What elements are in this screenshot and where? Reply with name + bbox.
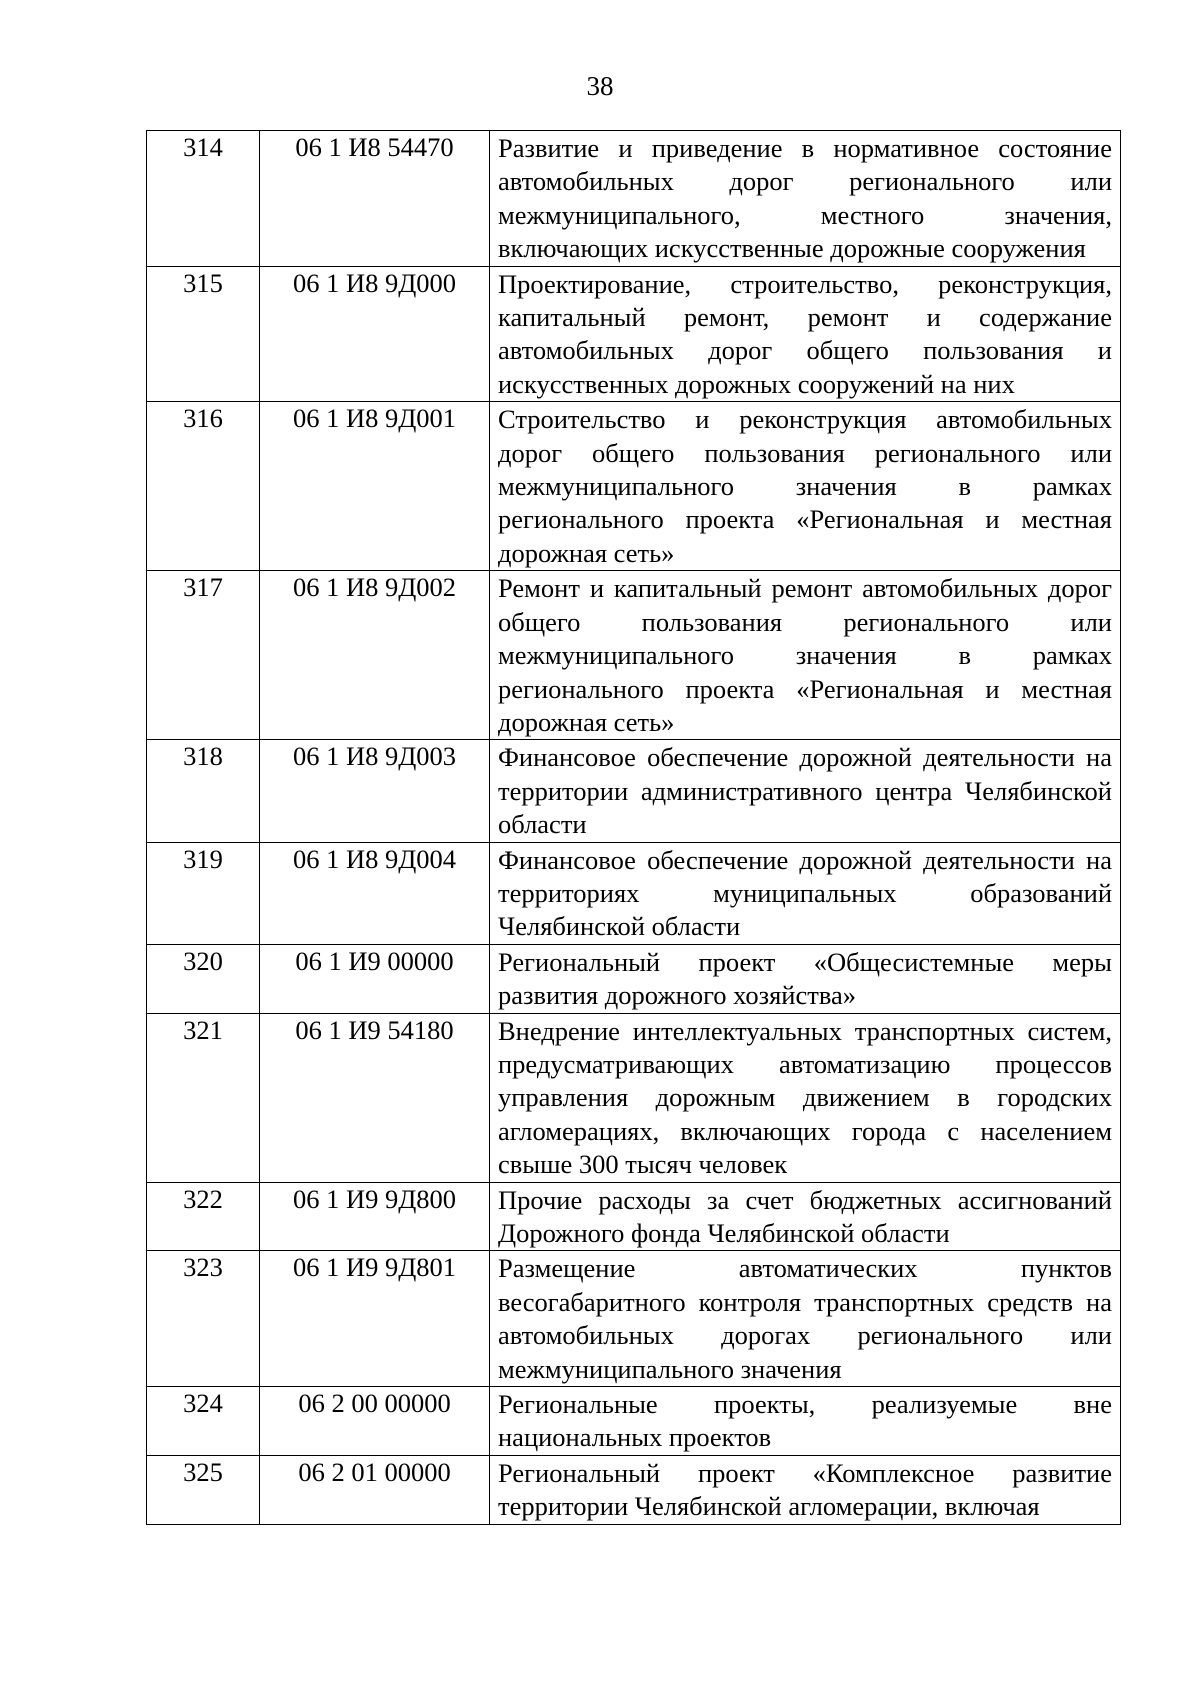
row-number: 324 bbox=[147, 1387, 260, 1456]
table-row bbox=[147, 1455, 1121, 1524]
row-number: 320 bbox=[147, 944, 260, 1013]
expense-description: Внедрение интеллектуальных транспортных систем, предусматривающих автоматизацию процессов управления дорожным движением в городских агломерациях, включающих города с населением свыше 300 тысяч человек bbox=[490, 1013, 1121, 1182]
expense-code: 06 2 00 00000 bbox=[260, 1387, 490, 1456]
expense-code: 06 1 И8 9Д004 bbox=[260, 842, 490, 944]
expense-code: 06 1 И8 9Д002 bbox=[260, 571, 490, 740]
table-row bbox=[147, 1387, 1121, 1456]
expense-description: Финансовое обеспечение дорожной деятельности на территориях муниципальных образований Челябинской области bbox=[490, 842, 1121, 944]
expense-code: 06 1 И8 9Д000 bbox=[260, 266, 490, 402]
expense-description: Региональный проект «Общесистемные меры развития дорожного хозяйства» bbox=[490, 944, 1121, 1013]
expense-description: Проектирование, строительство, реконструкция, капитальный ремонт, ремонт и содержание автомобильных дорог общего пользования и искусственных дорожных сооружений на них bbox=[490, 266, 1121, 402]
expense-code: 06 2 01 00000 bbox=[260, 1455, 490, 1524]
expense-description: Региональные проекты, реализуемые вне национальных проектов bbox=[490, 1387, 1121, 1456]
row-number: 317 bbox=[147, 571, 260, 740]
expense-code: 06 1 И8 54470 bbox=[260, 131, 490, 267]
expense-code: 06 1 И9 54180 bbox=[260, 1013, 490, 1182]
expense-description: Ремонт и капитальный ремонт автомобильных дорог общего пользования регионального или межмуниципального значения в рамках регионального проекта «Региональная и местная дорожная сеть» bbox=[490, 571, 1121, 740]
expense-description: Размещение автоматических пунктов весогабаритного контроля транспортных средств на автомобильных дорогах регионального или межмуниципального значения bbox=[490, 1251, 1121, 1387]
expense-description: Прочие расходы за счет бюджетных ассигнований Дорожного фонда Челябинской области bbox=[490, 1182, 1121, 1251]
row-number: 316 bbox=[147, 402, 260, 571]
expense-code: 06 1 И9 9Д801 bbox=[260, 1251, 490, 1387]
row-number: 323 bbox=[147, 1251, 260, 1387]
expense-description: Строительство и реконструкция автомобильных дорог общего пользования регионального или межмуниципального значения в рамках регионального проекта «Региональная и местная дорожная сеть» bbox=[490, 402, 1121, 571]
table-row bbox=[147, 944, 1121, 1013]
table-row bbox=[147, 1251, 1121, 1387]
expense-description: Развитие и приведение в нормативное состояние автомобильных дорог регионального или межмуниципального, местного значения, включающих искусственные дорожные сооружения bbox=[490, 131, 1121, 267]
table-row bbox=[147, 740, 1121, 842]
row-number: 325 bbox=[147, 1455, 260, 1524]
table-row bbox=[147, 571, 1121, 740]
row-number: 319 bbox=[147, 842, 260, 944]
row-number: 318 bbox=[147, 740, 260, 842]
page-number: 38 bbox=[586, 71, 614, 101]
expense-description: Региональный проект «Комплексное развитие территории Челябинской агломерации, включая bbox=[490, 1455, 1121, 1524]
row-number: 321 bbox=[147, 1013, 260, 1182]
table-row bbox=[147, 131, 1121, 267]
expense-code: 06 1 И9 9Д800 bbox=[260, 1182, 490, 1251]
table-row bbox=[147, 402, 1121, 571]
table-row bbox=[147, 1182, 1121, 1251]
expense-description: Финансовое обеспечение дорожной деятельности на территории административного центра Челябинской области bbox=[490, 740, 1121, 842]
expense-code: 06 1 И9 00000 bbox=[260, 944, 490, 1013]
table-row bbox=[147, 266, 1121, 402]
table-row bbox=[147, 842, 1121, 944]
expense-code: 06 1 И8 9Д001 bbox=[260, 402, 490, 571]
row-number: 322 bbox=[147, 1182, 260, 1251]
expense-code: 06 1 И8 9Д003 bbox=[260, 740, 490, 842]
table-row bbox=[147, 1013, 1121, 1182]
row-number: 315 bbox=[147, 266, 260, 402]
row-number: 314 bbox=[147, 131, 260, 267]
classification-table bbox=[146, 130, 1121, 1525]
